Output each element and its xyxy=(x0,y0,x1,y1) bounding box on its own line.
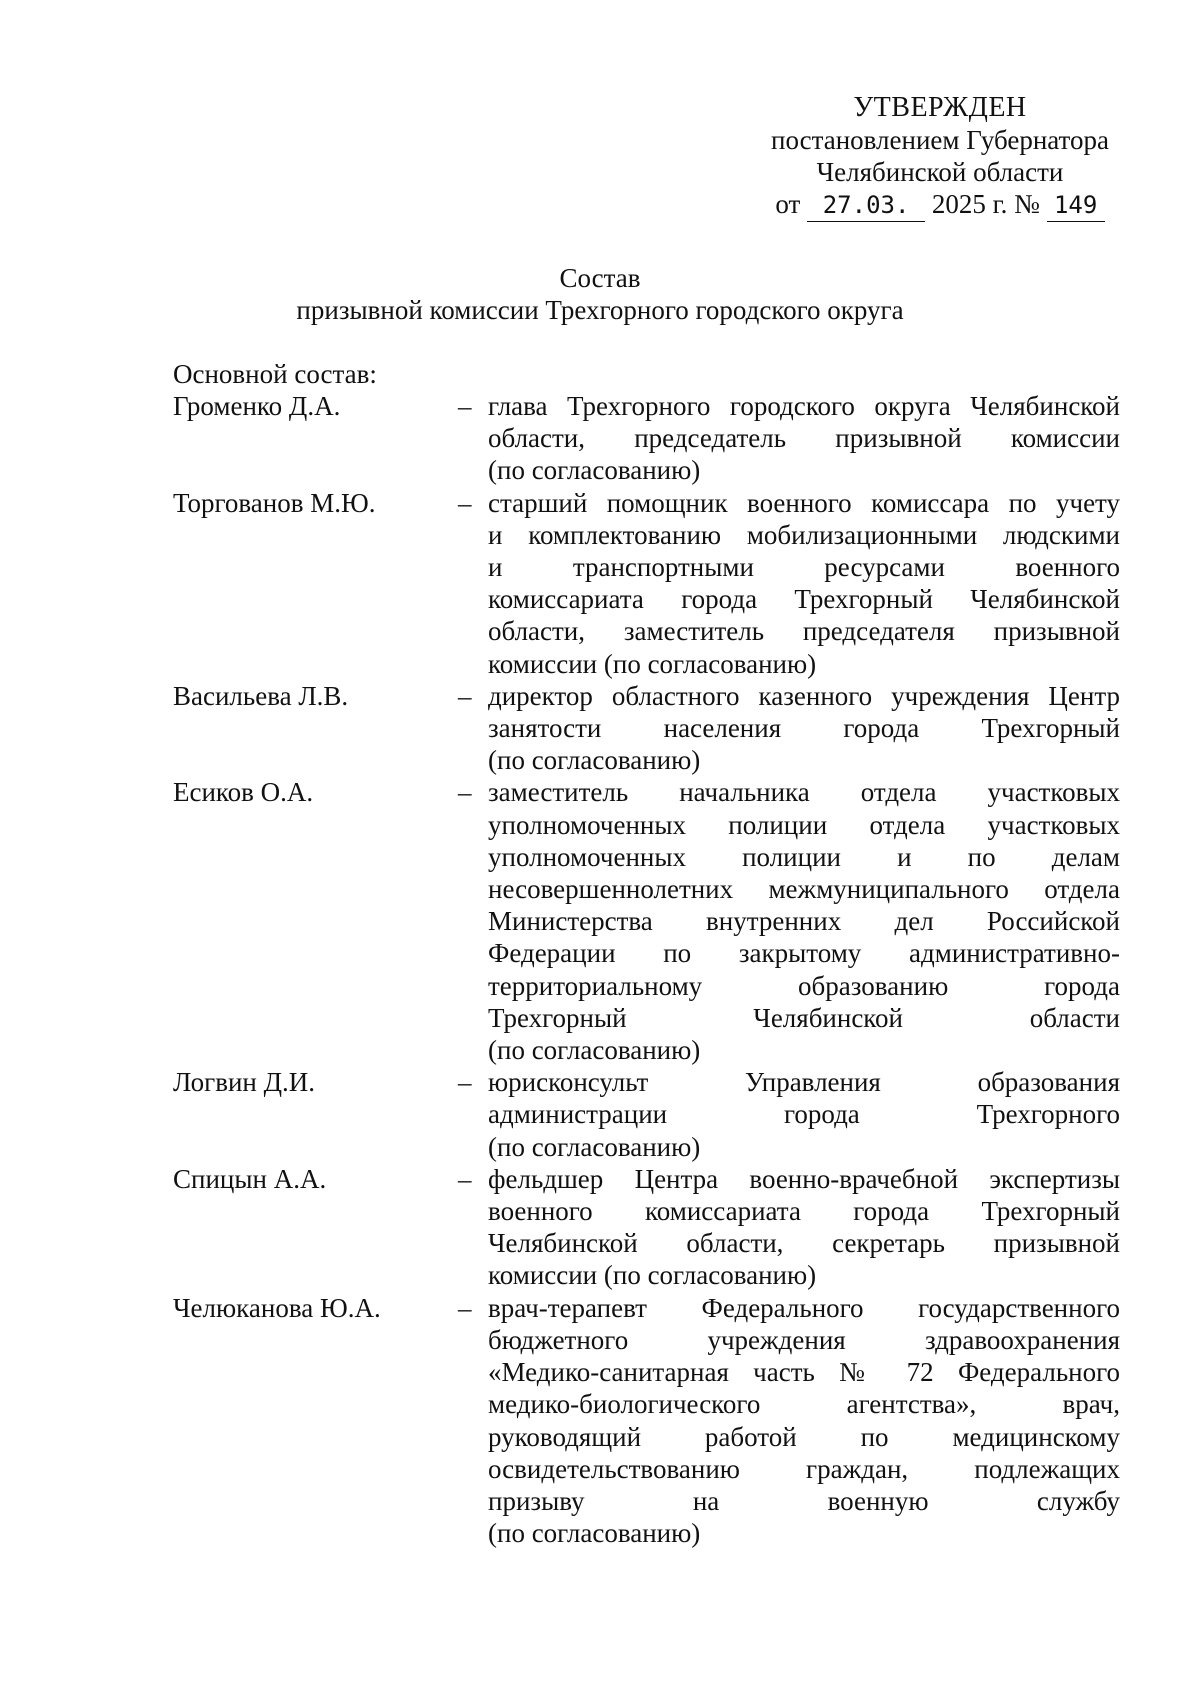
member-description-line: призыву на военную службу xyxy=(488,1485,1120,1516)
document-heading xyxy=(0,262,1200,326)
heading-line-2: призывной комиссии Трехгорного городского округа xyxy=(296,295,904,325)
member-description xyxy=(488,776,1120,1066)
member-row xyxy=(173,776,1120,1066)
member-name: Есиков О.А. xyxy=(173,777,314,808)
member-description-line: «Медико-санитарная часть № 72 Федерального xyxy=(488,1357,1120,1388)
member-description-line: (по согласованию) xyxy=(488,1035,701,1066)
approval-year: 2025 г. № xyxy=(931,189,1040,219)
member-description-line: директор областного казенного учреждения Центр xyxy=(488,680,1120,711)
member-name: Васильева Л.В. xyxy=(173,680,349,711)
member-description-line: территориальному образованию города xyxy=(488,970,1120,1001)
member-description-line: Челябинской области, секретарь призывной xyxy=(488,1228,1120,1259)
heading-line-1: Состав xyxy=(559,263,641,293)
member-name: Спицын А.А. xyxy=(173,1163,327,1194)
member-dash: – xyxy=(458,777,472,808)
member-name: Челюканова Ю.А. xyxy=(173,1292,381,1323)
member-dash: – xyxy=(458,680,472,711)
member-description-line: юрисконсульт Управления образования xyxy=(488,1067,1120,1098)
member-description-line: (по согласованию) xyxy=(488,745,701,776)
member-row xyxy=(173,1292,1120,1550)
member-description-line: комиссии (по согласованию) xyxy=(488,648,817,679)
approval-number: 149 xyxy=(1047,189,1105,222)
member-dash: – xyxy=(458,1163,472,1194)
member-description-line: уполномоченных полиции и по делам xyxy=(488,841,1120,872)
member-description-line: комиссии (по согласованию) xyxy=(488,1260,817,1291)
member-name: Громенко Д.А. xyxy=(173,391,341,421)
member-description-line: Министерства внутренних дел Российской xyxy=(488,906,1120,937)
member-description-line: руководящий работой по медицинскому xyxy=(488,1421,1120,1452)
member-description-line: администрации города Трехгорного xyxy=(488,1099,1120,1130)
member-description-line: комиссариата города Трехгорный Челябинской xyxy=(488,584,1120,615)
member-description xyxy=(488,487,1120,680)
member-description xyxy=(488,680,1120,777)
approval-line-1: постановлением Губернатора xyxy=(771,125,1109,155)
member-description-line: области, председатель призывной комиссии xyxy=(488,423,1120,454)
member-description-line: освидетельствованию граждан, подлежащих xyxy=(488,1453,1120,1484)
member-description xyxy=(488,390,1120,487)
member-row xyxy=(173,680,1120,777)
member-name: Логвин Д.И. xyxy=(173,1067,316,1098)
member-description xyxy=(488,1066,1120,1163)
member-description-line: военного комиссариата города Трехгорный xyxy=(488,1196,1120,1227)
member-description-line: Трехгорный Челябинской области xyxy=(488,1002,1120,1033)
member-description-line: несовершеннолетних межмуниципального отдела xyxy=(488,874,1120,905)
member-description-line: бюджетного учреждения здравоохранения xyxy=(488,1324,1120,1355)
approval-stamp xyxy=(740,92,1140,222)
member-description-line: занятости населения города Трехгорный xyxy=(488,713,1120,744)
member-description-line: (по согласованию) xyxy=(488,1131,701,1162)
approval-date: 27.03. xyxy=(807,189,925,222)
member-dash: – xyxy=(458,487,472,518)
member-dash: – xyxy=(458,391,472,421)
member-description-line: старший помощник военного комиссара по учету xyxy=(488,487,1120,518)
member-description-line: глава Трехгорного городского округа Челябинской xyxy=(488,391,1120,421)
member-description-line: заместитель начальника отдела участковых xyxy=(488,777,1120,808)
member-description xyxy=(488,1292,1120,1550)
member-description-line: Федерации по закрытому административно- xyxy=(488,938,1120,969)
member-description-line: медико-биологического агентства», врач, xyxy=(488,1389,1120,1420)
member-row xyxy=(173,1066,1120,1163)
member-description-line: области, заместитель председателя призывной xyxy=(488,616,1120,647)
member-dash: – xyxy=(458,1067,472,1098)
members-list xyxy=(173,390,1120,1549)
approval-prefix: от xyxy=(775,189,801,219)
member-description xyxy=(488,1163,1120,1292)
member-row xyxy=(173,1163,1120,1292)
member-description-line: (по согласованию) xyxy=(488,1518,701,1549)
member-row xyxy=(173,390,1120,487)
section-label: Основной состав: xyxy=(173,359,377,389)
member-description-line: (по согласованию) xyxy=(488,455,701,486)
member-description-line: и транспортными ресурсами военного xyxy=(488,552,1120,583)
member-row xyxy=(173,487,1120,680)
member-dash: – xyxy=(458,1292,472,1323)
member-description-line: фельдшер Центра военно-врачебной экспертизы xyxy=(488,1163,1120,1194)
approval-line-2: Челябинской области xyxy=(816,157,1064,187)
approval-title: УТВЕРЖДЕН xyxy=(853,92,1027,123)
member-name: Торгованов М.Ю. xyxy=(173,487,376,518)
approval-date-line xyxy=(740,188,1140,222)
member-description-line: и комплектованию мобилизационными людскими xyxy=(488,519,1120,550)
member-description-line: врач-терапевт Федерального государственного xyxy=(488,1292,1120,1323)
member-description-line: уполномоченных полиции отдела участковых xyxy=(488,809,1120,840)
